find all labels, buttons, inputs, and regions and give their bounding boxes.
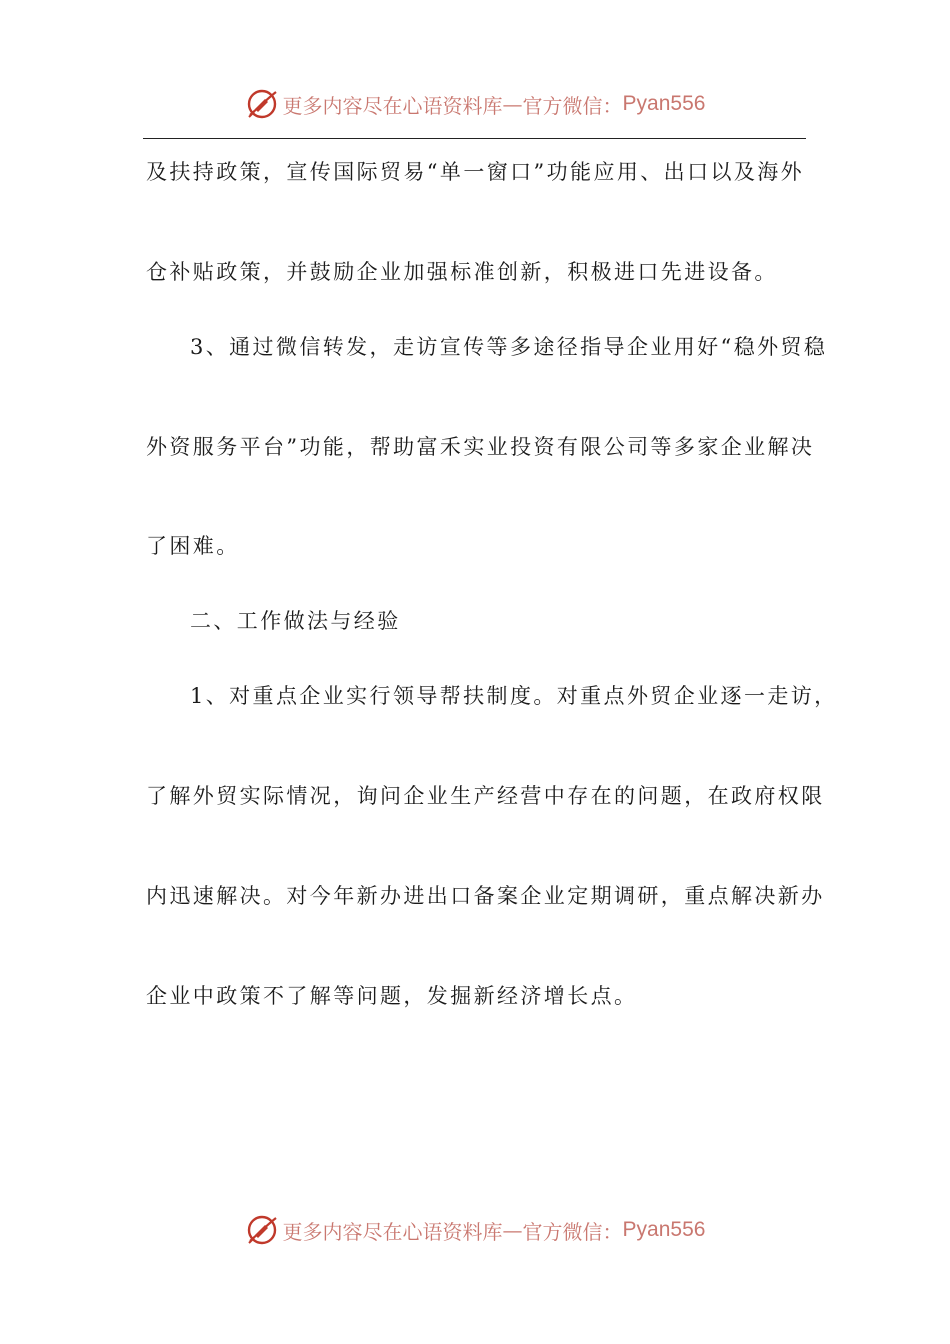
header-slogan: 更多内容尽在心语资料库: [282, 93, 503, 118]
footer-separator: —: [502, 1218, 523, 1242]
body-line: 仓补贴政策，并鼓励企业加强标准创新，积极进口先进设备。: [146, 260, 778, 284]
body-line: 内迅速解决。对今年新办进出口备案企业定期调研，重点解决新办: [146, 884, 825, 908]
footer-banner: [0, 1210, 950, 1250]
footer-contact-id: Pyan556: [622, 1218, 706, 1241]
pen-circle-logo-icon: [245, 1213, 279, 1247]
body-line: 了困难。: [146, 534, 240, 558]
footer-contact-label: 官方微信：: [522, 1219, 623, 1244]
body-line: 及扶持政策，宣传国际贸易“单一窗口”功能应用、出口以及海外: [146, 160, 805, 184]
header-divider: [143, 138, 806, 139]
header-separator: —: [502, 92, 523, 116]
header-contact-label: 官方微信：: [522, 93, 623, 118]
body-line: 3、通过微信转发，走访宣传等多途径指导企业用好“稳外贸稳: [190, 335, 828, 359]
pen-circle-logo-icon: [245, 87, 279, 121]
body-line: 外资服务平台”功能，帮助富禾实业投资有限公司等多家企业解决: [146, 435, 815, 459]
header-contact-id: Pyan556: [622, 92, 706, 115]
body-line: 1、对重点企业实行领导帮扶制度。对重点外贸企业逐一走访，: [190, 684, 838, 708]
section-heading: 二、工作做法与经验: [190, 609, 401, 633]
footer-slogan: 更多内容尽在心语资料库: [282, 1219, 503, 1244]
body-line: 了解外贸实际情况，询问企业生产经营中存在的问题，在政府权限: [146, 784, 825, 808]
header-banner: [0, 84, 950, 124]
body-line: 企业中政策不了解等问题，发掘新经济增长点。: [146, 984, 638, 1008]
